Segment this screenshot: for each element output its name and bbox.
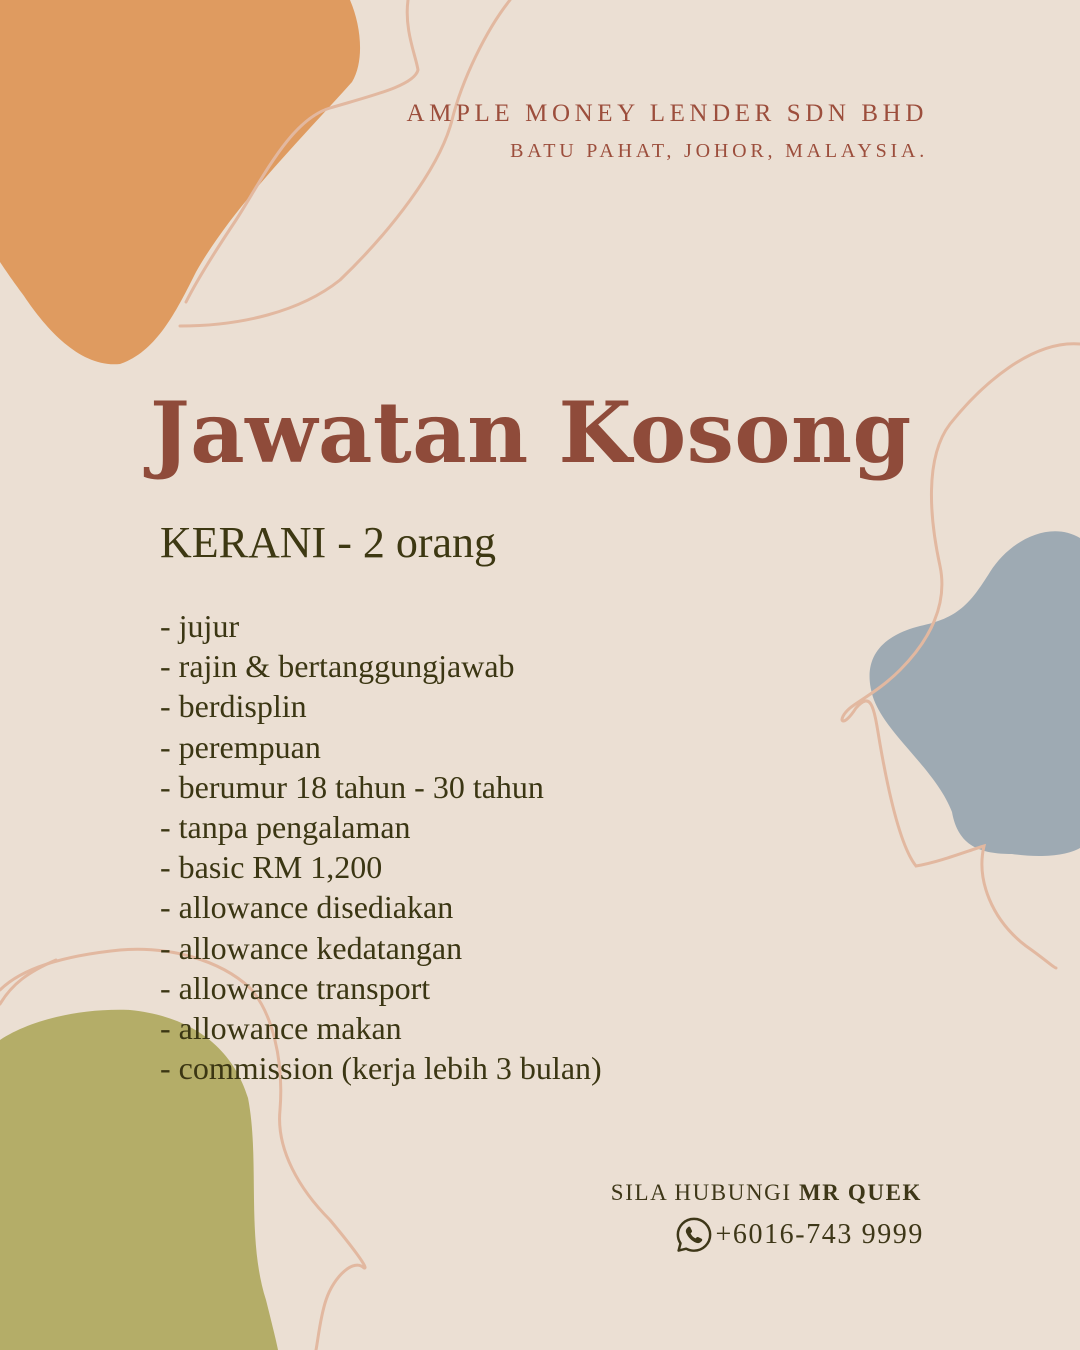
requirement-item: - commission (kerja lebih 3 bulan) [160, 1050, 602, 1087]
company-name: AMPLE MONEY LENDER SDN BHD [406, 100, 928, 127]
requirement-item: - allowance kedatangan [160, 929, 463, 966]
contact-name: MR QUEK [799, 1180, 922, 1205]
contact-line [611, 1180, 922, 1206]
requirements-list [160, 606, 602, 1088]
phone-number[interactable]: +6016-743 9999 [715, 1219, 924, 1250]
requirement-item: - berumur 18 tahun - 30 tahun [160, 768, 544, 805]
requirement-item: - tanpa pengalaman [160, 809, 411, 846]
contact-prefix: SILA HUBUNGI [610, 1180, 792, 1205]
company-location: BATU PAHAT, JOHOR, MALAYSIA. [510, 140, 928, 162]
requirement-item: - basic RM 1,200 [160, 849, 383, 886]
requirement-item: - jujur [160, 608, 240, 644]
requirement-item: - berdisplin [160, 688, 307, 725]
position-title: KERANI - 2 orang [160, 518, 497, 567]
headline: Jawatan Kosong [150, 383, 912, 482]
requirement-item: - allowance disediakan [160, 889, 454, 926]
requirement-item: - allowance makan [160, 1010, 402, 1047]
phone-row[interactable] [675, 1216, 924, 1254]
whatsapp-icon [675, 1216, 713, 1254]
orange-blob [0, 0, 360, 364]
requirement-item: - allowance transport [160, 969, 431, 1006]
blue-blob [870, 531, 1080, 856]
requirement-item: - rajin & bertanggungjawab [160, 648, 515, 685]
requirement-item: - perempuan [160, 728, 321, 765]
